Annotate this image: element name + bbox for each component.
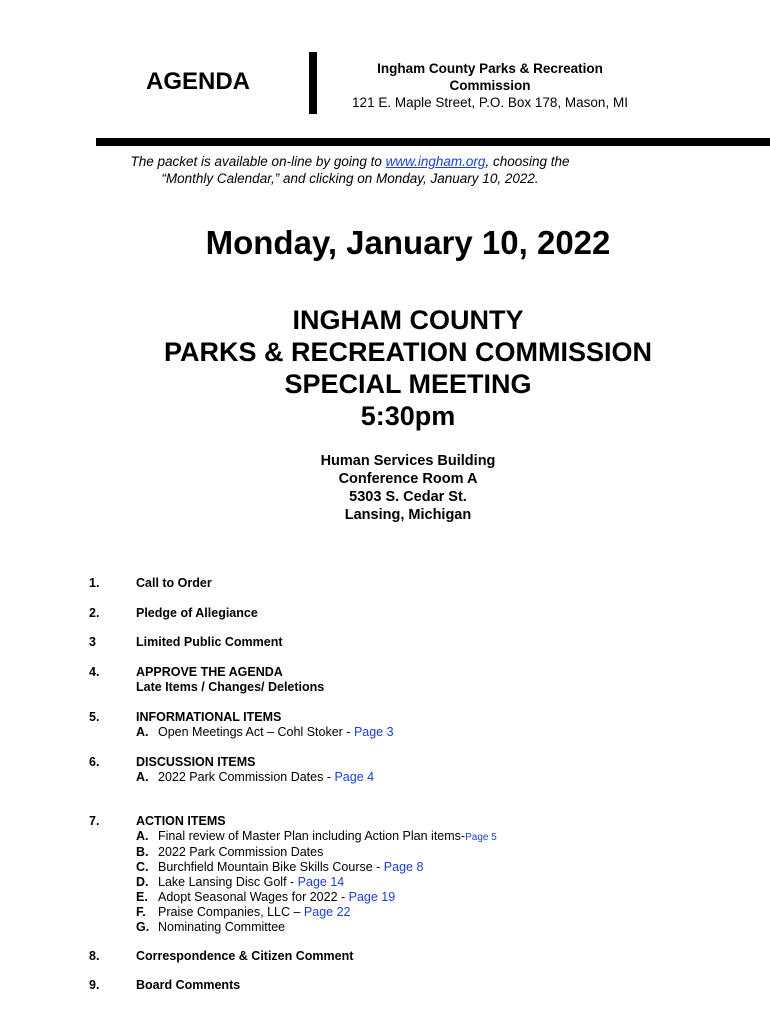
item-number: 4.	[89, 665, 100, 679]
item-title: Call to Order	[136, 576, 212, 590]
location-line: Conference Room A	[338, 471, 478, 487]
sub-item	[136, 875, 756, 890]
sub-item-text: Praise Companies, LLC –	[158, 905, 304, 919]
organization-block	[340, 60, 640, 111]
sub-item-text: Lake Lansing Disc Golf -	[158, 875, 298, 889]
sub-item-letter: F.	[136, 905, 146, 919]
packet-note-text: The packet is available on-line by going to	[130, 154, 386, 169]
agenda-heading: AGENDA	[146, 68, 251, 95]
sub-item-letter: A.	[136, 725, 149, 739]
sub-item-text: 2022 Park Commission Dates -	[158, 770, 335, 784]
item-number: 1.	[89, 576, 100, 590]
page-reference[interactable]: Page 22	[303, 905, 351, 919]
org-name-line2: Commission	[449, 78, 531, 93]
sub-item-text: Adopt Seasonal Wages for 2022 -	[158, 890, 349, 904]
sub-item	[136, 845, 756, 860]
meeting-location	[0, 452, 770, 524]
header-divider	[309, 52, 317, 114]
sub-item-text: Burchfield Mountain Bike Skills Course -	[158, 860, 384, 874]
page-reference[interactable]: Page 19	[348, 890, 396, 904]
header-rule	[96, 138, 770, 146]
item-title: Limited Public Comment	[136, 635, 283, 649]
sub-item-letter: B.	[136, 845, 149, 859]
sub-item-text: 2022 Park Commission Dates	[158, 845, 324, 859]
location-line: Lansing, Michigan	[344, 507, 472, 523]
sub-item-text: Nominating Committee	[158, 920, 286, 934]
meeting-title-line: PARKS & RECREATION COMMISSION	[163, 337, 653, 367]
meeting-time: 5:30pm	[360, 401, 456, 431]
meeting-title	[0, 304, 770, 432]
meeting-title-line: INGHAM COUNTY	[292, 305, 524, 335]
ingham-website-link[interactable]: www.ingham.org	[385, 154, 486, 169]
page-reference[interactable]: Page 8	[383, 860, 424, 874]
org-name-line1: Ingham County Parks & Recreation	[377, 61, 603, 76]
item-title: ACTION ITEMS	[136, 814, 226, 828]
packet-note	[110, 153, 590, 187]
page-reference[interactable]: Page 14	[297, 875, 345, 889]
item-number: 6.	[89, 755, 100, 769]
sub-item	[136, 920, 756, 935]
item-title: Pledge of Allegiance	[136, 606, 258, 620]
org-address: 121 E. Maple Street, P.O. Box 178, Mason, MI	[352, 95, 628, 110]
item-title: Correspondence & Citizen Comment	[136, 949, 354, 963]
sub-item-text: Open Meetings Act – Cohl Stoker -	[158, 725, 354, 739]
page-reference[interactable]: Page 4	[334, 770, 375, 784]
item-number: 8.	[89, 949, 100, 963]
item-title: Board Comments	[136, 978, 241, 992]
item-title: DISCUSSION ITEMS	[136, 755, 256, 769]
meeting-title-line: SPECIAL MEETING	[284, 369, 532, 399]
item-number: 2.	[89, 606, 100, 620]
item-number: 5.	[89, 710, 100, 724]
sub-item-letter: G.	[136, 920, 150, 934]
item-subtitle: Late Items / Changes/ Deletions	[136, 680, 325, 694]
sub-item-letter: E.	[136, 890, 148, 904]
item-title: APPROVE THE AGENDA	[136, 665, 283, 679]
page-reference[interactable]: Page 3	[353, 725, 394, 739]
sub-item	[136, 860, 756, 875]
packet-note-text-after: , choosing the	[485, 154, 570, 169]
location-line: 5303 S. Cedar St.	[349, 489, 467, 505]
sub-item	[136, 890, 756, 905]
item-number: 7.	[89, 814, 100, 828]
item-number: 9.	[89, 978, 100, 992]
sub-item-letter: A.	[136, 770, 149, 784]
location-line: Human Services Building	[320, 453, 496, 469]
page-reference[interactable]: Page 5	[465, 832, 497, 843]
packet-note-line2: “Monthly Calendar,” and clicking on Monday, January 10, 2022.	[161, 171, 539, 186]
sub-item	[136, 905, 756, 920]
meeting-date: Monday, January 10, 2022	[205, 224, 611, 261]
sub-item	[136, 829, 756, 845]
sub-item-text: Final review of Master Plan including Action Plan items-	[158, 829, 466, 843]
item-title: INFORMATIONAL ITEMS	[136, 710, 282, 724]
sub-item	[136, 725, 756, 740]
sub-item	[136, 770, 756, 785]
item-number: 3	[89, 635, 96, 649]
sub-item-letter: A.	[136, 829, 149, 843]
sub-item-letter: D.	[136, 875, 149, 889]
sub-item-letter: C.	[136, 860, 149, 874]
